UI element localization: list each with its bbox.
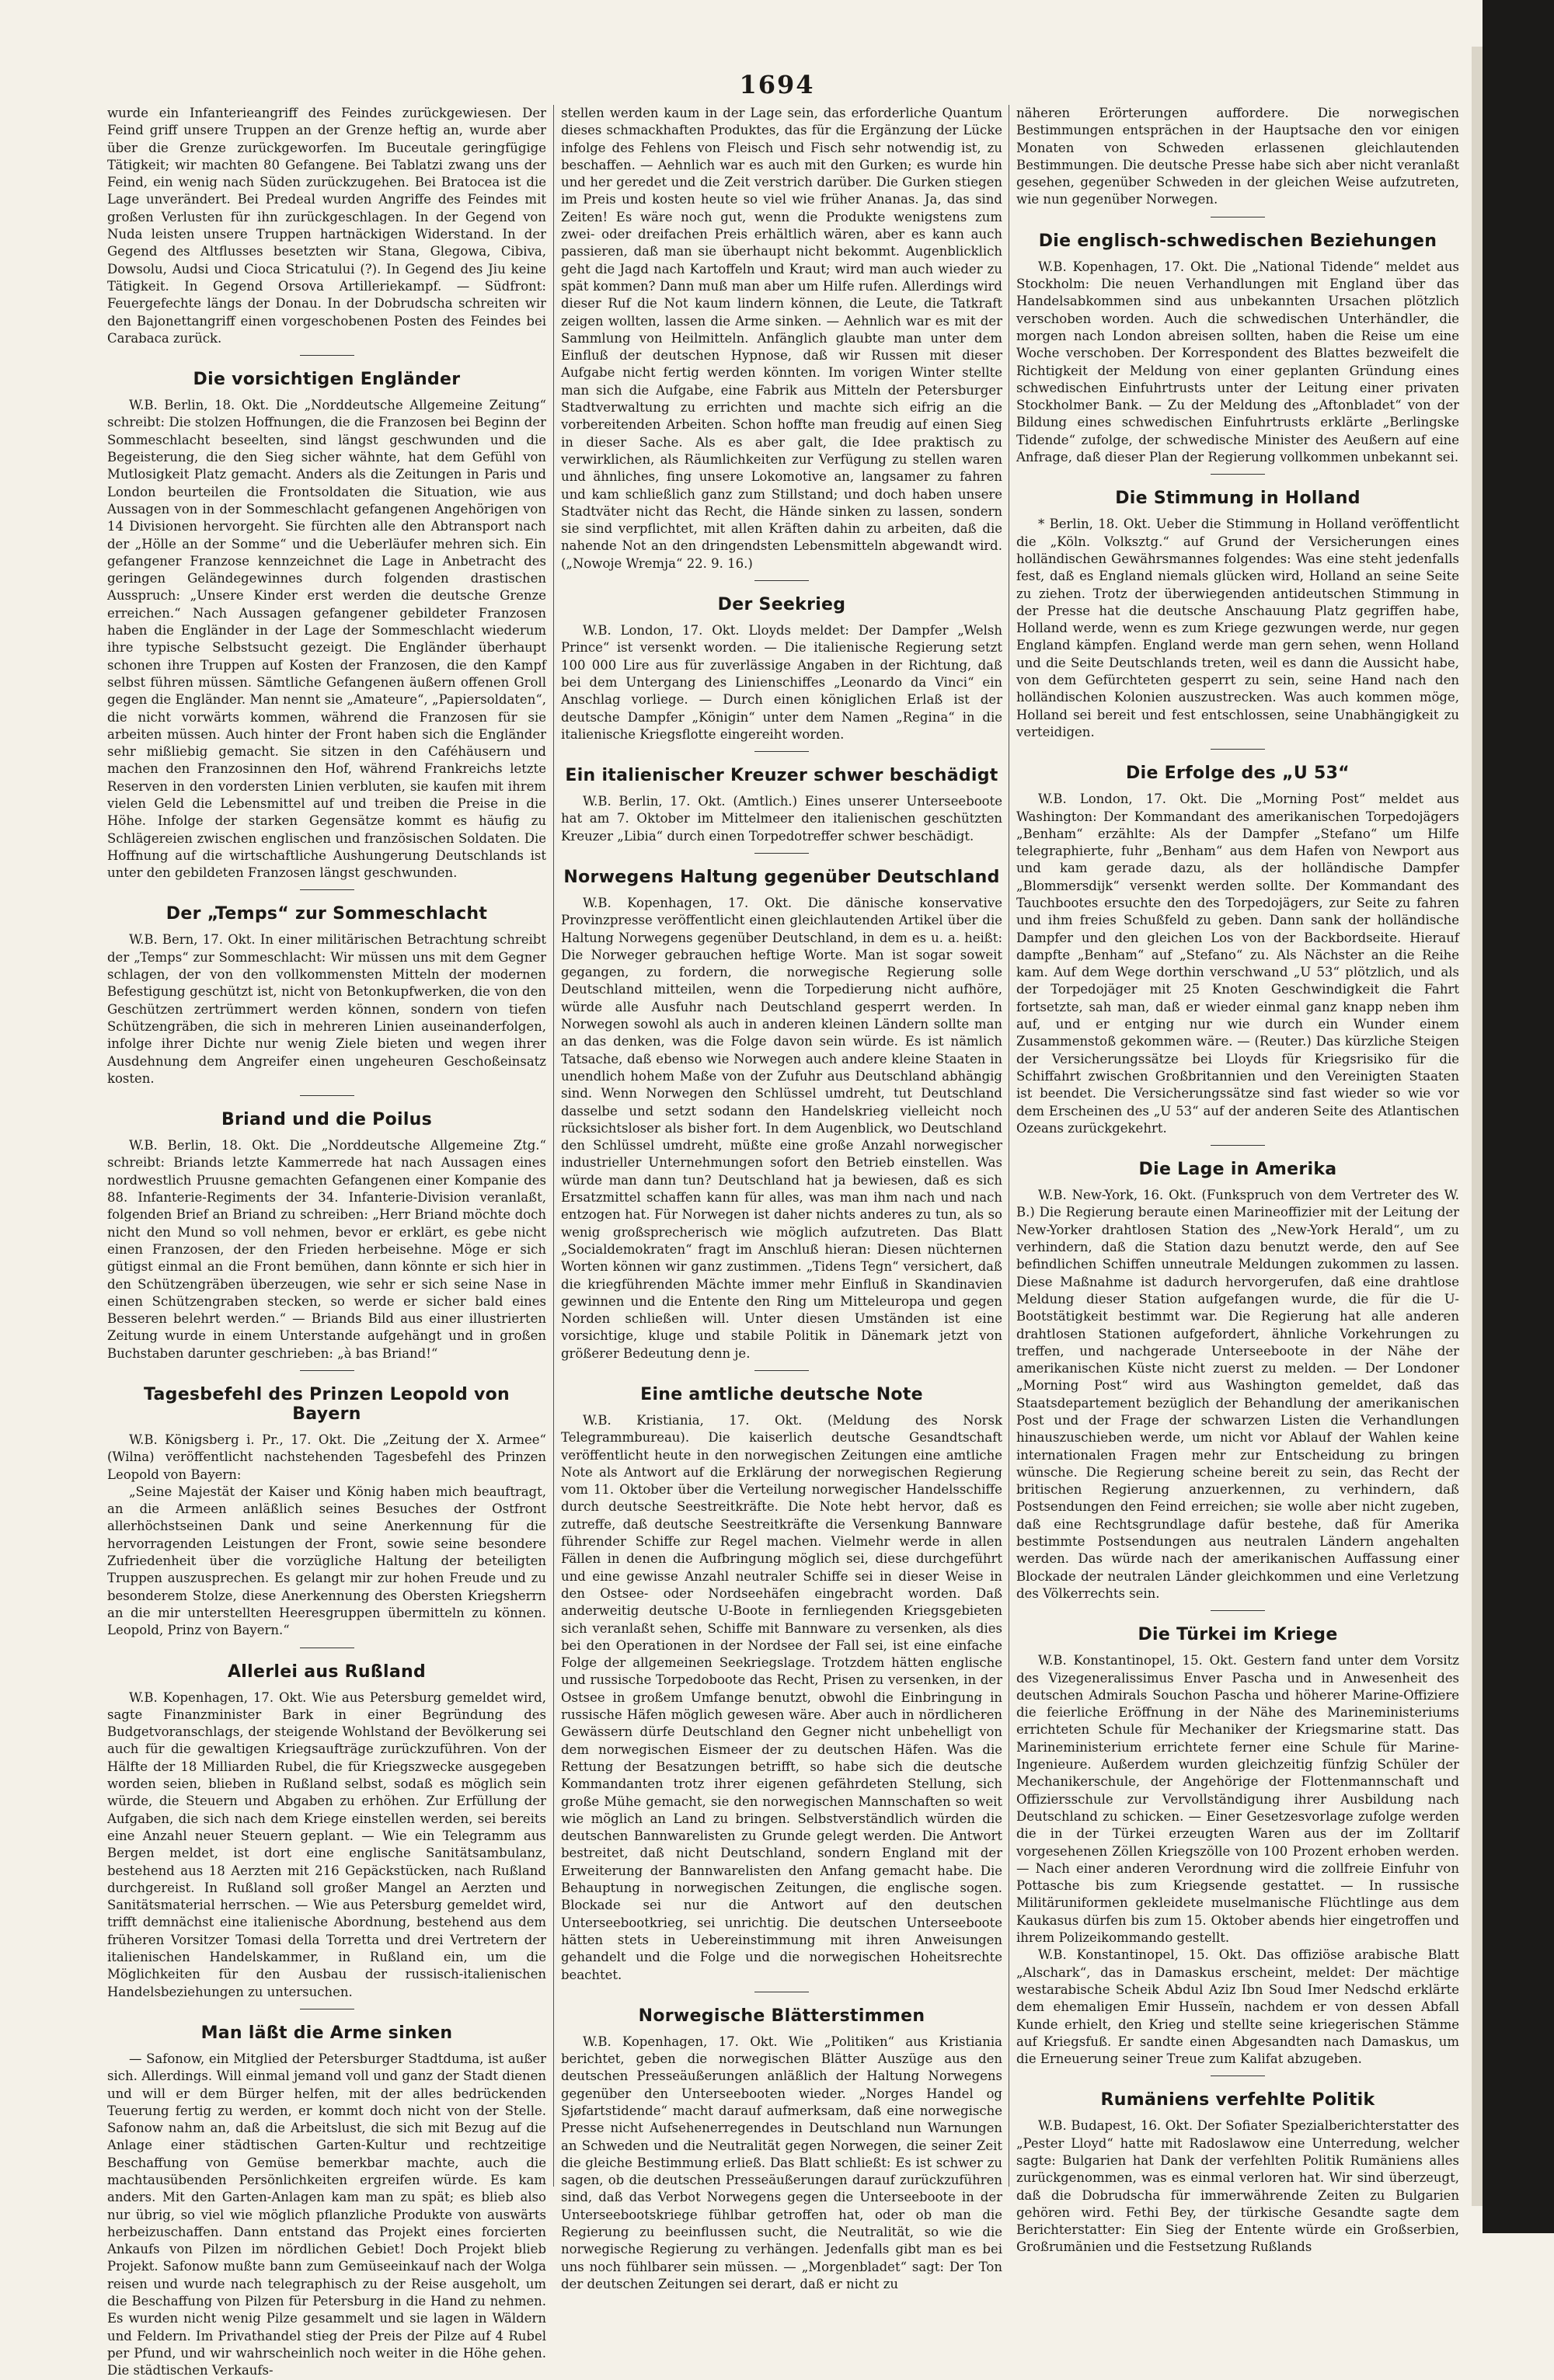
article [1016, 764, 1459, 1137]
article [561, 868, 1002, 1362]
article-separator [1211, 1145, 1265, 1146]
article-paragraph: W.B. Berlin, 18. Okt. Die „Norddeutsche Allgemeine Ztg.“ schreibt: Briands letzte Kammerrede hat nach Aussagen eines nordwestlich Pruusne gemachten Gefangenen einer Kompanie des 88. Infanterie-Regiments der 34. Infanterie-Division veranlaßt, folgenden Brief an Briand zu schreiben: „Herr Briand möchte doch nicht den Mund so voll nehmen, bevor er erklärt, es gebe nicht einen Franzosen, der den Frieden herbeisehne. Möge er sich gütigst einmal an die Front bemühen, dann könnte er sich hier in den Schützengräben überzeugen, wie sehr er sich seine Nase in einen Schützengraben stecken, so werde er sicher bald eines Besseren belehrt werden.“ — Briands Bild aus einer illustrierten Zeitung wurde in einem Unterstande aufgehängt und in großen Buchstaben darunter geschrieben: „à bas Briand!“ [107, 1138, 546, 1361]
article-paragraph: W.B. London, 17. Okt. Lloyds meldet: Der Dampfer „Welsh Prince“ ist versenkt worden. — Die italienische Regierung setzt 100 000 Lire aus für zuverlässige Angaben in der Richtung, daß bei dem Untergang des Linienschiffes „Leonardo da Vinci“ ein Anschlag vorliege. — Durch einen königlichen Erlaß ist der deutsche Dampfer „Königin“ unter dem Namen „Regina“ in die italienische Kriegsflotte eingereiht worden. [561, 623, 1002, 742]
binding-strip [1472, 47, 1483, 2206]
page-number: 1694 [739, 70, 815, 99]
article [561, 766, 1002, 845]
article-headline: Die Türkei im Kriege [1138, 1625, 1338, 1645]
article-paragraph: * Berlin, 18. Okt. Ueber die Stimmung in Holland veröffentlicht die „Köln. Volksztg.“ auf Grund der Versicherungen eines holländischen Gewährsmannes folgendes: Was eine steht jedenfalls fest, daß es England niemals glücken wird, Holland an seine Seite zu ziehen. Trotz der überwiegenden antideutschen Stimmung in der Presse hat die deutsche Anschauung Platz gegriffen habe, Holland werde, wenn es zum Kriege gezwungen werde, nur gegen England kämpfen. England werde man gern sehen, wenn Holland und die Seite Deutschlands treten, weil es dann die Aussicht habe, von dem Gefürchteten gesperrt zu sein, seine Hand nach den holländischen Kolonien auszustrecken. Was auch kommen möge, Holland sei bereit und fest entschlossen, seine Unabhängigkeit zu verteidigen. [1016, 517, 1459, 739]
article-separator [754, 1370, 809, 1371]
article [561, 595, 1002, 743]
article-headline: Tagesbefehl des Prinzen Leopold von Bayern [144, 1385, 510, 1424]
article-paragraph: W.B. New-York, 16. Okt. (Funkspruch von dem Vertreter des W. B.) Die Regierung beraute einen Marineoffizier mit der Leitung der New-Yorker drahtlosen Station des „New-York Herald“, um zu verhindern, daß die Station dazu benutzt werde, den auf See befindlichen Schiffen unneutrale Meldungen zukommen zu lassen. Diese Maßnahme ist dadurch hervorgerufen, daß eine drahtlose Meldung dieser Station aufgefangen wurde, die für die U-Bootstätigkeit bestimmt war. Die Regierung hat alle anderen drahtlosen Stationen aufgefordert, ähnliche Vorkehrungen zu treffen, und nachgerade Unterseeboote in der Nähe der amerikanischen Küste nicht zuerst zu melden. — Der Londoner „Morning Post“ wird aus Washington gemeldet, daß das Staatsdepartement bezüglich der Behandlung der amerikanischen Post und der Frage der schwarzen Listen die Verhandlungen hinauszuschieben werde, um nicht vor Ablauf der Wahlen keine internationalen Fragen mehr zur Entscheidung zu bringen wünsche. Die Regierung scheine bereit zu sein, das Recht der britischen Regierung anzuerkennen, zu verhindern, daß Postsendungen den Feind erreichen; sie wolle aber nicht zugeben, daß eine Rechtsgrundlage dafür bestehe, daß für Amerika bestimmte Postsendungen aus neutralen Ländern angehalten werden. Das würde nach der amerikanischen Auffassung einer Blockade der neutralen Länder gleichkommen und eine Verletzung des Völkerrechts sein. [1016, 1188, 1459, 1601]
article-paragraph: W.B. Kristiania, 17. Okt. (Meldung des Norsk Telegrammbureau). Die kaiserlich deutsche Gesandtschaft veröffentlicht heute in den norwegischen Zeitungen eine amtliche Note als Antwort auf die Erklärung der norwegischen Regierung vom 11. Oktober über die Verteilung norwegischer Handelsschiffe durch deutsche Seestreitkräfte. Die Note hebt hervor, daß es zutreffe, daß deutsche Seestreitkräfte die Versenkung Bannware führender Schiffe zur Regel machen. Vielmehr werde in allen Fällen in denen die Aufbringung möglich sei, diese durchgeführt und eine gewisse Anzahl neutraler Schiffe sei in dieser Weise in den Ostsee- oder Nordseehäfen eingebracht worden. Daß anderweitig deutsche U-Boote in fernliegenden Kriegsgebieten sich veranlaßt sehen, Schiffe mit Bannware zu versenken, als dies bei den Operationen in der Nordsee der Fall sei, ist eine einfache Folge der allgemeinen Seekriegslage. Trotzdem hätten englische und russische Torpedoboote das Recht, Prisen zu versenken, in der Ostsee in großem Umfange benutzt, obwohl die Einbringung in russische Häfen möglich gewesen wäre. Aber auch in nördlicheren Gewässern dürfe Deutschland den Gegner nicht unbehelligt von dem norwegischen Eismeer der zu deutschen Häfen. Was die Rettung der Besatzungen betrifft, so habe sich die deutsche Kommandanten trotz ihrer eigenen gefährdeten Stellung, sich große Mühe gemacht, sie den norwegischen Mannschaften so weit wie möglich an Land zu bringen. Selbstverständlich würden die deutschen Bannwarelisten zu Grunde gelegt werden. Die Antwort bestreitet, daß nicht Deutschland, sondern England mit der Erweiterung der Bannwarelisten den Anfang gemacht habe. Die Behauptung in norwegischen Zeitungen, die englische sogen. Blockade sei nur die Antwort auf den deutschen Unterseebootkrieg, sei unrichtig. Die deutschen Unterseeboote hätten stets in Uebereinstimmung mit ihren Anweisungen gehandelt und die Folge und die norwegischen Hoheitsrechte beachtet. [561, 1413, 1002, 1982]
article-separator [754, 751, 809, 752]
article-paragraph: W.B. Konstantinopel, 15. Okt. Gestern fand unter dem Vorsitz des Vizegeneralissimus Enver Pascha und in Anwesenheit des deutschen Admirals Souchon Pascha und höherer Marine-Offiziere die feierliche Eröffnung in der Nähe des Marineministeriums errichteten Schule für Mechaniker der Kriegsmarine statt. Das Marineministerium errichtete ferner eine Schule für Marine-Ingenieure. Außerdem wurden gleichzeitig fünfzig Schüler der Mechanikerschule, der Angehörige der Flottenmannschaft und Offiziersschule zur Vervollständigung ihrer Ausbildung nach Deutschland zu schicken. — Einer Gesetzesvorlage zufolge werden die in der Türkei erzeugten Waren aus der im Zolltarif vorgesehenen Zöllen Kriegszölle von 100 Prozent erhoben werden. — Nach einer anderen Verordnung wird die zollfreie Einfuhr von Pottasche bis zum Kriegsende gestattet. — In russische Militäruniformen gekleidete muselmanische Flüchtlinge aus dem Kaukasus dürfen bis zum 15. Oktober abends hier eingetroffen und ihrem Polizeikommando gestellt. [1016, 1653, 1459, 1946]
article-headline: Norwegens Haltung gegenüber Deutschland [563, 867, 1000, 887]
article-headline: Der Seekrieg [717, 595, 846, 615]
article-separator [1211, 1610, 1265, 1611]
article-paragraph: W.B. Kopenhagen, 17. Okt. Die dänische konservative Provinzpresse veröffentlicht einen gleichlautenden Artikel über die Haltung Norwegens gegenüber Deutschland, in dem es u. a. heißt: Die Norweger gebrauchen heftige Worte. Man ist sogar soweit gegangen, zu fordern, die norwegische Regierung solle Deutschland mitteilen, wenn die Torpedierung nicht aufhöre, würde alle Ausfuhr nach Deutschland gesperrt werden. In Norwegen sowohl als auch in anderen kleinen Ländern sollte man an das denken, was die Folge davon sein würde. Es ist nämlich Tatsache, daß ebenso wie Norwegen auch andere kleine Staaten in unendlich hohem Maße von der Zufuhr aus Deutschland abhängig sind. Wenn Norwegen den Schlüssel umdreht, tut Deutschland dasselbe und setzt sodann den Handelskrieg vielleicht noch rücksichtsloser als bisher fort. In dem Augenblick, wo Deutschland den Schlüssel umdreht, müßte eine große Anzahl norwegischer industrieller Unternehmungen sofort den Betrieb einstellen. Was würde man dann tun? Deutschland hat ja bewiesen, daß es sich Ersatzmittel schaffen kann für alles, was man ihm nach und nach entzogen hat. Für Norwegen ist daher nichts anderes zu tun, als so wenig großsprecherisch wie möglich aufzutreten. Das Blatt „Socialdemokraten“ fragt im Anschluß hieran: Diesen nüchternen Worten können wir ganz zustimmen. „Tidens Tegn“ versichert, daß die kriegführenden Mächte immer mehr Einfluß in Skandinavien gewinnen und die Entente den Ring um Mitteleuropa und gegen Norden schließen will. Unter diesen Umständen ist eine vorsichtige, kluge und stabile Politik in Dänemark jetzt von größerer Bedeutung denn je. [561, 895, 1002, 1361]
article-headline: Der „Temps“ zur Sommeschlacht [166, 904, 488, 924]
column-1 [107, 105, 546, 2378]
article-separator [754, 580, 809, 581]
article [107, 1662, 546, 2001]
article-headline: Die vorsichtigen Engländer [193, 370, 461, 390]
article-paragraph: W.B. Königsberg i. Pr., 17. Okt. Die „Zeitung der X. Armee“ (Wilna) veröffentlicht nachstehenden Tagesbefehl des Prinzen Leopold von Bayern: [107, 1432, 546, 1482]
article [1016, 1160, 1459, 1602]
article-headline: Die englisch-schwedischen Beziehungen [1038, 231, 1437, 251]
article-separator [1211, 749, 1265, 750]
article-separator [1211, 474, 1265, 475]
article [1016, 1625, 1459, 2068]
article-paragraph: näheren Erörterungen auffordere. Die norwegischen Bestimmungen entsprächen in der Hauptsache den vor einigen Monaten von Schweden erlassenen gleichlautenden Bestimmungen. Die deutsche Presse habe sich aber nicht veranlaßt gesehen, gegenüber Schweden in der gleichen Weise aufzutreten, wie nun gegenüber Norwegen. [1016, 106, 1459, 207]
article-separator [300, 1370, 354, 1371]
article-paragraph: — Safonow, ein Mitglied der Petersburger Stadtduma, ist außer sich. Allerdings. Will einmal jemand voll und ganz der Stadt dienen und will er dem Bürger helfen, mit der alles bedrückenden Teuerung fertig zu werden, er kommt doch nicht von der Stelle. Safonow nahm an, daß die Arbeitslust, die sich mit Bezug auf die Anlage einer städtischen Garten-Kultur und rechtzeitige Beschaffung von Gemüse bemerkbar machte, auch die machtausübenden Persönlichkeiten ergreifen würde. Es kam anders. Mit den Garten-Anlagen kam man zu spät; es blieb also nur übrig, so viel wie möglich pflanzliche Produkte von auswärts herbeizuschaffen. Dann entstand das Projekt eines forcierten Ankaufs von Pilzen im nördlichen Gebiet! Doch Projekt blieb Projekt. Safonow mußte bann zum Gemüseeinkauf nach der Wolga reisen und wurde nach telegraphisch zu der Reise ausgeholt, um die Beschaffung von Pilzen für Petersburg in die Hand zu nehmen. Es wurden nicht wenig Pilze gesammelt und sie lagen in Wäldern und Feldern. Im Privathandel stieg der Preis der Pilze auf 4 Rubel per Pfund, und wir wahrscheinlich noch weiter in die Höhe gehen. Die städtischen Verkaufs- [107, 2051, 546, 2378]
article [1016, 105, 1459, 209]
column-rule-1 [553, 105, 554, 2187]
page-edge [1483, 0, 1554, 2233]
article-headline: Eine amtliche deutsche Note [640, 1385, 923, 1404]
article [107, 105, 546, 347]
article-separator [300, 355, 354, 356]
article-paragraph: W.B. Konstantinopel, 15. Okt. Das offiziöse arabische Blatt „Alschark“, das in Damaskus erscheint, meldet: Der mächtige westarabische Scheik Abdul Aziz Ibn Soud Imer Nedschd erklärte dem ehemaligen Emir Husseïn, nachdem er von dessen Abfall Kunde erhielt, den Krieg und stellte seine kriegerischen Stämme auf Kriegsfuß. Er sandte einen Abgesandten nach Damaskus, um die Erneuerung seiner Treue zum Kalifat abzugeben. [1016, 1947, 1459, 2067]
article-paragraph: stellen werden kaum in der Lage sein, das erforderliche Quantum dieses schmackhaften Produktes, das für die Ergänzung der Lücke infolge des Fehlens von Fleisch und Fisch sehr notwendig ist, zu beschaffen. — Aehnlich war es auch mit den Gurken; es wurde hin und her geredet und die Zeit verstrich darüber. Die Gurken stiegen im Preis und kosten heute so viel wie früher Ananas. Ja, das sind Zeiten! Es wäre noch gut, wenn die Produkte wenigstens zum zwei- oder dreifachen Preis erhältlich wären, aber es kann auch passieren, daß man sie überhaupt nicht bekommt. Augenblicklich geht die Jagd nach Kartoffeln und Kraut; wird man auch wieder zu spät kommen? Dann muß man aber um Hilfe rufen. Allerdings wird dieser Ruf die Not kaum lindern können, die Leute, die Tatkraft zeigen wollten, lassen die Arme sinken. — Aehnlich war es mit der Sammlung von Heilmitteln. Anfänglich glaubte man unter dem Einfluß der deutschen Hypnose, daß wir Russen mit dieser Aufgabe nicht fertig werden könnten. Im vorigen Winter stellte man sich die Aufgabe, eine Fabrik aus Mitteln der Petersburger Stadtverwaltung zu errichten und machte sich eifrig an die vorbereitenden Arbeiten. Schon hoffte man freudig auf einen Sieg in dieser Sache. Als es aber galt, die Idee praktisch zu verwirklichen, als Räumlichkeiten zur Verfügung zu stellen waren und ähnliches, fing unsere Lokomotive an, langsamer zu fahren und kam schließlich ganz zum Stillstand; und doch haben unsere Stadtväter nicht das Recht, die Hände sinken zu lassen, sondern sie sind verpflichtet, mit allen Kräften dahin zu arbeiten, daß die nahende Not an den dringendsten Lebensmitteln abgewandt wird. („Nowoje Wremja“ 22. 9. 16.) [561, 106, 1002, 571]
article-paragraph: W.B. Kopenhagen, 17. Okt. Die „National Tidende“ meldet aus Stockholm: Die neuen Verhandlungen mit England über das Handelsabkommen sind aus unbekannten Ursachen plötzlich verschoben worden. Auch die schwedischen Unterhändler, die morgen nach London abreisen sollten, haben die Reise um eine Woche verschoben. Der Korrespondent des Blattes bezweifelt die Richtigkeit der Meldung von einer geplanten Gründung eines schwedischen Einfuhrtrusts unter der Leitung einer privaten Stockholmer Bank. — Zu der Meldung des „Aftonbladet“ von der Bildung eines schwedischen Einfuhrtrusts erklärte „Berlingske Tidende“ zufolge, der schwedische Minister des Aeußern auf eine Anfrage, daß dieser Plan der Regierung vollkommen unbekannt sei. [1016, 259, 1459, 465]
article-headline: Briand und die Poilus [221, 1110, 433, 1130]
article-paragraph: wurde ein Infanterieangriff des Feindes zurückgewiesen. Der Feind griff unsere Truppen an der Grenze heftig an, wurde aber über die Grenze zurückgeworfen. Im Buceutale geringfügige Tätigkeit; wir machten 80 Gefangene. Bei Tablatzi zwang uns der Feind, ein wenig nach Süden zurückzugehen. Bei Bratocea ist die Lage unverändert. Bei Predeal wurden Angriffe des Feindes mit großen Verlusten für ihn zurückgeschlagen. In der Gegend von Nuda leisten unsere Truppen hartnäckigen Widerstand. In der Gegend des Altflusses besetzten wir Stana, Glegowa, Cibiva, Dowsolu, Audsi und Cioca Stricatului (?). In Gegend des Jiu keine Tätigkeit. In Gegend Orsova Artilleriekampf. — Südfront: Feuergefechte längs der Donau. In der Dobrudscha schreiten wir den Bajonettangriff einen vorgeschobenen Posten des Feindes bei Carabaca zurück. [107, 106, 546, 346]
article-headline: Ein italienischer Kreuzer schwer beschädigt [565, 766, 998, 786]
article [1016, 489, 1459, 741]
article-headline: Allerlei aus Rußland [227, 1661, 427, 1682]
article [107, 1110, 546, 1362]
article-headline: Man läßt die Arme sinken [200, 2023, 453, 2043]
article-paragraph: W.B. Kopenhagen, 17. Okt. Wie aus Petersburg gemeldet wird, sagte Finanzminister Bark in einer Begründung des Budgetvoranschlags, der steigende Wohlstand der Bevölkerung sei auch für die gewaltigen Kriegsaufträge zurückzuführen. Von der Hälfte der 18 Milliarden Rubel, die für Kriegszwecke ausgegeben worden seien, blieben in Rußland selbst, sodaß es möglich sein würde, die Steuern und Abgaben zu erhöhen. Zur Erfüllung der Aufgaben, die sich nach dem Kriege einstellen werden, sei bereits eine Anzahl neuer Steuern geplant. — Wie ein Telegramm aus Bergen meldet, ist dort eine englische Sanitätsambulanz, bestehend aus 18 Aerzten mit 216 Gepäckstücken, nach Rußland durchgereist. In Rußland soll großer Mangel an Aerzten und Sanitätsmaterial herrschen. — Wie aus Petersburg gemeldet wird, trifft demnächst eine italienische Abordnung, bestehend aus dem früheren Vorsitzer Tomasi della Torretta und drei Vertretern der italienischen Handelskammer, in Rußland ein, um die Möglichkeiten für den Ausbau der russisch-italienischen Handelsbeziehungen zu untersuchen. [107, 1689, 546, 1999]
article-paragraph: W.B. Kopenhagen, 17. Okt. Wie „Politiken“ aus Kristiania berichtet, geben die norwegischen Blätter Auszüge aus den deutschen Presseäußerungen anläßlich der Haltung Norwegens gegenüber den Unterseebooten wieder. „Norges Handel og Sjøfartstidende“ macht darauf aufmerksam, daß eine norwegische Presse nicht Aufsehenerregendes in Deutschland nun Warnungen an Schweden und die Neutralität gegen Norwegen, die seiner Zeit die gleiche Bestimmung erließ. Das Blatt schließt: Es ist schwer zu sagen, ob die deutschen Presseäußerungen darauf zurückzuführen sind, daß das Verbot Norwegens gegen die Unterseeboote in der Unterseebootskriege fühlbar getroffen hat, oder ob man die Regierung zu beeinflussen sucht, die Neutralität, so wie die norwegische Regierung zu verhängen. Jedenfalls gibt man es bei uns noch fühlbarer sein müssen. — „Morgenbladet“ sagt: Der Ton der deutschen Zeitungen sei derart, daß er nicht zu [561, 2034, 1002, 2291]
article-separator [300, 1095, 354, 1096]
article-separator [754, 853, 809, 854]
article [107, 2023, 546, 2380]
article-paragraph: W.B. Berlin, 17. Okt. (Amtlich.) Eines unserer Unterseeboote hat am 7. Oktober im Mittelmeer den italienischen geschützten Kreuzer „Libia“ durch einen Torpedotreffer schwer beschädigt. [561, 794, 1002, 844]
article-headline: Norwegische Blätterstimmen [638, 2006, 925, 2026]
column-2 [561, 105, 1002, 2291]
article [561, 2006, 1002, 2293]
article [561, 1385, 1002, 1984]
article-paragraph: W.B. Berlin, 18. Okt. Die „Norddeutsche Allgemeine Zeitung“ schreibt: Die stolzen Hoffnungen, die die Franzosen bei Beginn der Sommeschlacht beseelten, sind längst geschwunden und die Begeisterung, die den Sieg sicher wähnte, hat dem Gefühl von Mutlosigkeit Platz gemacht. Anders als die Zeitungen in Paris und London beurteilen die Frontsoldaten die Situation, wie aus Aussagen von in der Sommeschlacht gefangenen Angehörigen von 14 Divisionen hervorgeht. Sie fürchten alle den Abtransport nach der „Hölle an der Somme“ und die Ueberläufer mehren sich. Ein gefangener Franzose kennzeichnet die Lage in Anbetracht des geringen Geländegewinnes durch folgenden drastischen Ausspruch: „Unsere Kinder erst werden die deutsche Grenze erreichen.“ Nach Aussagen gefangener gebildeter Franzosen haben die Engländer in der Lage der Sommeschlacht wiederum ihre typische Selbstsucht gezeigt. Die Engländer überhaupt schonen ihre Truppen auf Kosten der Franzosen, die den Kampf selbst führen müssen. Sämtliche Gefangenen äußern offenen Groll gegen die Engländer. Man nennt sie „Amateure“, „Papiersoldaten“, die nicht vorwärts kommen, während die Franzosen für sie arbeiten müssen. Auch hinter der Front haben sich die Engländer sehr mißliebig gemacht. Sie sitzen in den Caféhäusern und machen den Franzosinnen den Hof, während Frankreichs letzte Reserven in den vordersten Linien verbluten, sie kaufen mit ihrem vielen Geld die Lebensmittel auf und treiben die Preise in die Höhe. Infolge der starken Gegensätze kommt es häufig zu Schlägereien zwischen englischen und französischen Soldaten. Die Hoffnung auf die wirtschaftliche Aushungerung Deutschlands ist unter den gebildeten Franzosen längst geschwunden. [107, 398, 546, 881]
article [107, 904, 546, 1087]
article-paragraph: W.B. London, 17. Okt. Die „Morning Post“ meldet aus Washington: Der Kommandant des amerikanischen Torpedojägers „Benham“ erzählte: Als der Dampfer „Stefano“ um Hilfe telegraphierte, fuhr „Benham“ aus dem Hafen von Newport aus und kam gerade dazu, als der holländische Dampfer „Blommersdijk“ versenkt werden sollte. Der Kommandant des Tauchbootes ersuchte den des Torpedojägers, zur Seite zu fahren und ihm freies Schußfeld zu geben. Dann sank der holländische Dampfer und den gleichen Los von der Backbordseite. Hierauf dampfte „Benham“ auf „Stefano“ zu. Als Nächster an die Reihe kam. Auf dem Wege dorthin verschwand „U 53“ plötzlich, und als der Torpedojäger mit 25 Knoten Geschwindigkeit die Fahrt fortsetzte, sah man, daß er wieder einmal ganz knapp neben ihm auf, und er entging nur wie durch ein Wunder einem Zusammenstoß gekommen wäre. — (Reuter.) Das kürzliche Steigen der Versicherungssätze bei Lloyds für Kriegsrisiko für die Schiffahrt zwischen Großbritannien und den Vereinigten Staaten ist beendet. Die Versicherungssätze sind fast wieder so wie vor dem Erscheinen des „U 53“ auf der anderen Seite des Atlantischen Ozeans zurückgekehrt. [1016, 792, 1459, 1136]
article-headline: Die Erfolge des „U 53“ [1126, 764, 1350, 784]
article [107, 370, 546, 882]
article-paragraph: W.B. Budapest, 16. Okt. Der Sofiater Spezialberichterstatter des „Pester Lloyd“ hatte mit Radoslawow eine Unterredung, welcher sagte: Bulgarien hat Dank der verfehlten Politik Rumäniens alles zurückgenommen, was es einmal verloren hat. Wir sind überzeugt, daß die Dobrudscha für immerwährende Zeiten zu Bulgarien gehören wird. Fethi Bey, der türkische Gesandte sagte dem Berichterstatter: Ein Sieg der Entente würde ein Großserbien, Großrumänien und die Festsetzung Rußlands [1016, 2118, 1459, 2255]
article [107, 1385, 546, 1640]
article-paragraph: „Seine Majestät der Kaiser und König haben mich beauftragt, an die Armeen anläßlich seines Besuches der Ostfront allerhöchstseinen Dank und seine Anerkennung für die hervorragenden Leistungen der Front, sowie seine besondere Zufriedenheit über die vorzügliche Haltung der beteiligten Truppen auszusprechen. Es gelangt mir zur hohen Freude und zu besonderem Stolze, diese Anerkennung des Obersten Kriegsherrn an die mir unterstellten Heeresgruppen übermitteln zu können. Leopold, Prinz von Bayern.“ [107, 1484, 546, 1638]
column-3 [1016, 105, 1459, 2255]
article [561, 105, 1002, 572]
article [1016, 2090, 1459, 2256]
article-paragraph: W.B. Bern, 17. Okt. In einer militärischen Betrachtung schreibt der „Temps“ zur Sommeschlacht: Wir müssen uns mit dem Gegner schlagen, der von den vollkommensten Mitteln der modernen Befestigung geschützt ist, nicht von Betonkupfwerken, die von den Geschützen zertrümmert werden können, sondern von tiefen Schützengräben, die sich in mehreren Linien auseinanderfolgen, infolge ihrer Dichte nur wenig Ziele bieten und wegen ihrer Ausdehnung dem Angreifer einen ungeheuren Geschoßeinsatz kosten. [107, 932, 546, 1086]
article [1016, 231, 1459, 467]
article-headline: Die Lage in Amerika [1138, 1160, 1337, 1180]
article-headline: Rumäniens verfehlte Politik [1100, 2090, 1375, 2110]
article-headline: Die Stimmung in Holland [1115, 489, 1361, 509]
article-separator [300, 889, 354, 890]
